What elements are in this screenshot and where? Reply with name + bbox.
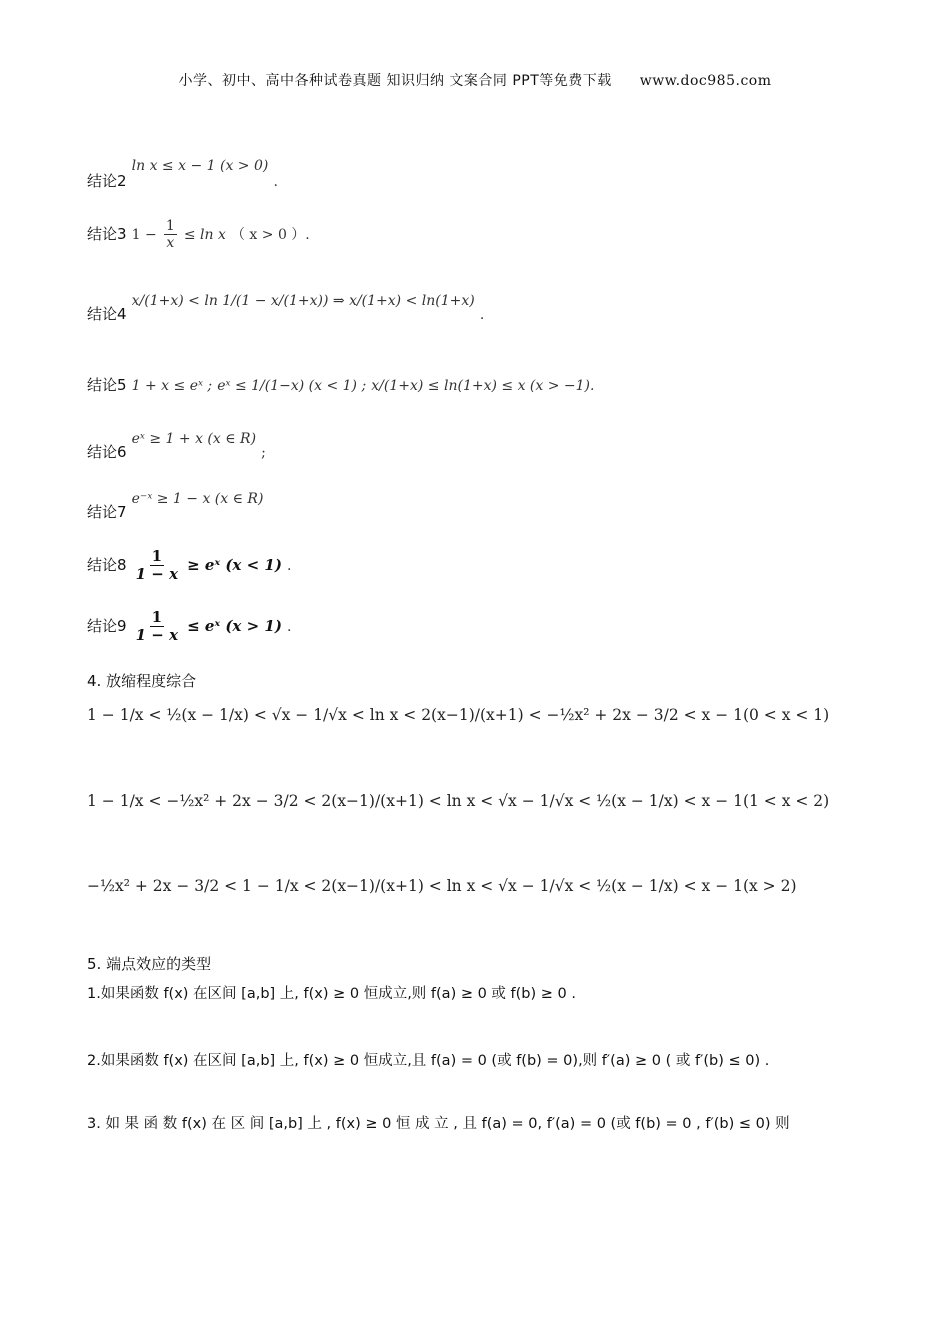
conclusion-7 bbox=[87, 488, 269, 522]
conclusion-formula: ≥ eˣ (x < 1) bbox=[187, 556, 282, 575]
conclusion-formula: x/(1+x) < ln 1/(1 − x/(1+x)) ⇒ x/(1+x) < ln(1+x) bbox=[131, 293, 475, 309]
conclusion-condition: （ x > 0 ）. bbox=[230, 227, 310, 244]
endpoint-item-1: 1.如果函数 f(x) 在区间 [a,b] 上, f(x) ≥ 0 恒成立,则 f(a) ≥ 0 或 f(b) ≥ 0 . bbox=[87, 986, 576, 1002]
conclusion-label: 结论2 bbox=[87, 172, 127, 190]
endpoint-item-2: 2.如果函数 f(x) 在区间 [a,b] 上, f(x) ≥ 0 恒成立,且 f(a) = 0 (或 f(b) = 0),则 f′(a) ≥ 0 ( 或 f′(b) ≤ 0) . bbox=[87, 1053, 770, 1069]
conclusion-part2: eˣ ≤ 1/(1−x) (x < 1) ; bbox=[217, 378, 367, 394]
inequality-chain-2: 1 − 1/x < −½x² + 2x − 3/2 < 2(x−1)/(x+1) < ln x < √x − 1/√x < ½(x − 1/x) < x − 1(1 < x < 2) bbox=[87, 792, 830, 810]
conclusion-formula-b: ≤ ln x bbox=[183, 227, 226, 244]
conclusion-label: 结论7 bbox=[87, 503, 127, 521]
conclusion-8 bbox=[87, 548, 291, 584]
conclusion-formula: eˣ ≥ 1 + x (x ∈ R) bbox=[131, 431, 257, 447]
conclusion-label: 结论3 bbox=[87, 225, 127, 244]
conclusion-4 bbox=[87, 290, 484, 324]
conclusion-formula: e⁻ˣ ≥ 1 − x (x ∈ R) bbox=[131, 491, 264, 507]
conclusion-6 bbox=[87, 428, 266, 462]
conclusion-label: 结论6 bbox=[87, 443, 127, 461]
conclusion-part3: x/(1+x) ≤ ln(1+x) ≤ x (x > −1). bbox=[371, 378, 595, 394]
endpoint-item-3: 3. 如 果 函 数 f(x) 在 区 间 [a,b] 上 , f(x) ≥ 0 恒 成 立 , 且 f(a) = 0, f′(a) = 0 (或 f(b) = 0 , f′(b) ≤ 0) 则 bbox=[87, 1116, 790, 1132]
conclusion-9 bbox=[87, 609, 291, 645]
conclusion-part1: 1 + x ≤ eˣ ; bbox=[131, 378, 213, 394]
conclusion-tail: . bbox=[479, 307, 485, 323]
conclusion-label: 结论4 bbox=[87, 305, 127, 323]
fraction: $\frac{1}{1 - x}$ bbox=[135, 547, 179, 584]
conclusion-label: 结论9 bbox=[87, 617, 127, 636]
header-text: 小学、初中、高中各种试卷真题 知识归纳 文案合同 PPT等免费下载 bbox=[178, 73, 612, 89]
conclusion-label: 结论5 bbox=[87, 376, 127, 394]
page-header bbox=[0, 70, 950, 90]
conclusion-tail: ; bbox=[261, 445, 266, 461]
conclusion-formula-a: 1 − bbox=[131, 227, 157, 244]
conclusion-3 bbox=[87, 218, 310, 251]
conclusion-formula: ln x ≤ x − 1 (x > 0) bbox=[131, 158, 269, 174]
conclusion-tail: . bbox=[287, 558, 292, 575]
conclusion-tail: . bbox=[273, 174, 278, 190]
conclusion-tail: . bbox=[287, 619, 292, 636]
conclusion-formula: ≤ eˣ (x > 1) bbox=[187, 617, 282, 636]
section-4-title: 4. 放缩程度综合 bbox=[87, 672, 197, 690]
conclusion-5 bbox=[87, 374, 594, 395]
fraction: $\frac{1}{x}$ bbox=[165, 218, 175, 252]
header-site: www.doc985.com bbox=[639, 73, 772, 89]
section-5-title: 5. 端点效应的类型 bbox=[87, 955, 212, 973]
conclusion-label: 结论8 bbox=[87, 556, 127, 575]
inequality-chain-3: −½x² + 2x − 3/2 < 1 − 1/x < 2(x−1)/(x+1) < ln x < √x − 1/√x < ½(x − 1/x) < x − 1(x > 2) bbox=[87, 877, 797, 895]
conclusion-2 bbox=[87, 155, 278, 191]
fraction: $\frac{1}{1 - x}$ bbox=[135, 608, 179, 645]
inequality-chain-1: 1 − 1/x < ½(x − 1/x) < √x − 1/√x < ln x < 2(x−1)/(x+1) < −½x² + 2x − 3/2 < x − 1(0 < x < 1) bbox=[87, 706, 830, 724]
